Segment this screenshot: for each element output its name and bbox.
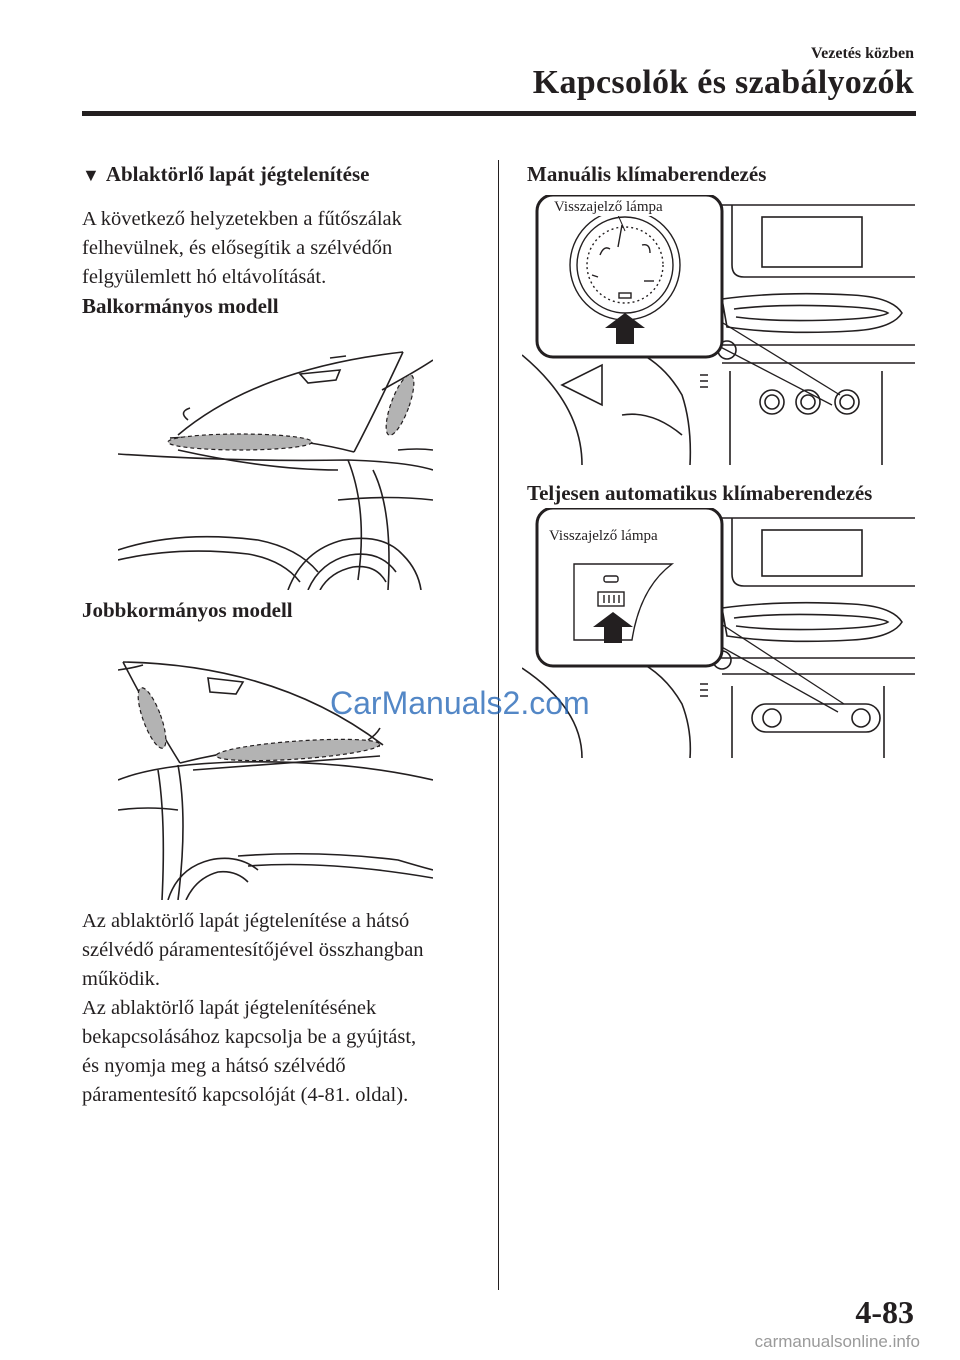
- header-rule: [82, 111, 916, 116]
- manual-climate-label: Manuális klímaberendezés: [527, 162, 767, 186]
- body-line: működik.: [82, 968, 161, 990]
- body-line: Az ablaktörlő lapát jégtelenítése a hátsó: [82, 910, 410, 932]
- auto-climate-label: Teljesen automatikus klímaberendezés: [527, 481, 873, 505]
- indicator-lamp-label: Visszajelző lámpa: [549, 528, 658, 544]
- intro-line: A következő helyzetekben a fűtőszálak: [82, 208, 402, 230]
- body-line: és nyomja meg a hátsó szélvédő: [82, 1055, 346, 1077]
- page-title: Kapcsolók és szabályozók: [532, 64, 914, 101]
- intro-paragraph: [82, 205, 492, 321]
- column-divider: [498, 160, 499, 1290]
- section-heading-text: Ablaktörlő lapát jégtelenítése: [105, 162, 370, 186]
- lhd-model-label: Balkormányos modell: [82, 294, 279, 318]
- intro-line: felhevülnek, és elősegítik a szélvédőn: [82, 237, 393, 259]
- running-header-section: Vezetés közben: [811, 45, 914, 62]
- section-heading: [82, 162, 369, 187]
- page-number: 4-83: [855, 1294, 914, 1330]
- body-paragraph-1: [82, 907, 492, 1110]
- body-line: bekapcsolásához kapcsolja be a gyújtást,: [82, 1026, 417, 1048]
- rhd-model-label: Jobbkormányos modell: [82, 598, 293, 622]
- body-line: páramentesítő kapcsolóját (4-81. oldal).: [82, 1084, 409, 1106]
- footer-watermark: carmanualsonline.info: [754, 1332, 920, 1351]
- intro-line: felgyülemlett hó eltávolítását.: [82, 266, 327, 288]
- body-line: Az ablaktörlő lapát jégtelenítésének: [82, 997, 377, 1019]
- triangle-marker-icon: ▼: [82, 165, 100, 185]
- body-line: szélvédő páramentesítőjével összhangban: [82, 939, 424, 961]
- lhd-windshield-illustration: [118, 350, 433, 590]
- watermark-text: CarManuals2.com: [330, 685, 590, 721]
- indicator-lamp-label: Visszajelző lámpa: [554, 199, 663, 215]
- manual-climate-illustration: [522, 195, 915, 465]
